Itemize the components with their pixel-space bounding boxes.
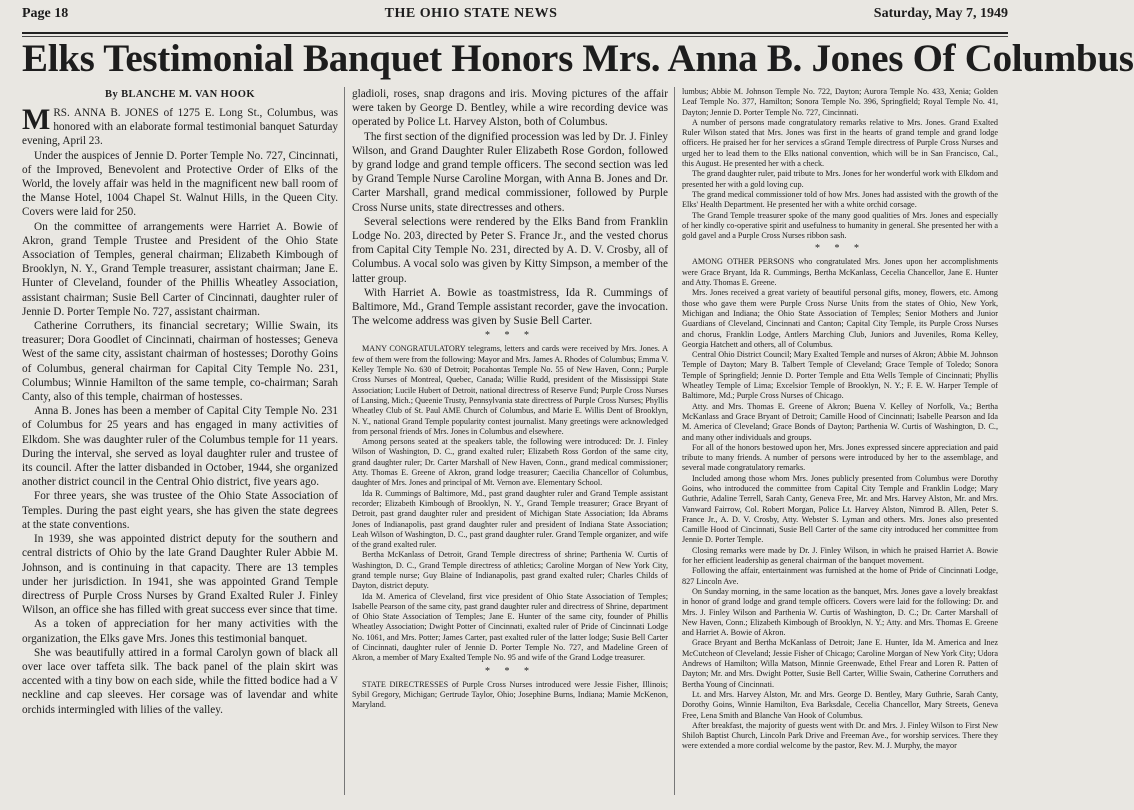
column-1 — [22, 87, 338, 795]
small-paragraph: Central Ohio District Council; Mary Exalted Temple and nurses of Akron; Abbie M. Johnson Temple of Dayton; Mary B. Talbert Temple of Cleveland; Grace Temple of Toledo; Sonora Temple of Springfield; Jennie D. Porter Temple and Etta Wells Temple of Cincinnati; Phyllis Wheatley Temple of Lima; Excelsior Temple of Brooklyn, N. Y.; F. E. W. Harper Temple of Baltimore, Md.; Purple Cross Nurses of Chicago. — [682, 350, 998, 401]
paragraph: On the committee of arrangements were Harriet A. Bowie of Akron, grand Temple Trustee and President of the Ohio State Association of Temples, general chairman; Elizabeth Kimbough of Brooklyn, N. Y., Grand Temple treasurer, assistant chairman; Jane E. Hunter of Cleveland, founder of the Phillis Wheatley Association, assistant chairman; Susie Bell Carter of Cincinnati, daughter ruler of Jennie D. Porter Temple No. 727, assistant chairman. — [22, 220, 338, 318]
small-paragraph: Grace Bryant and Bertha McKanlass of Detroit; Jane E. Hunter, Ida M. America and Inez McCutcheon of Cleveland; Jessie Fisher of Chicago; Caroline Morgan of New York City; Udora Andrews of Hamilton; Willa Matson, Minnie Greenwade, Ethel Frear and Loren R. Patten of Dayton; Mr. and Mrs. Dwight Potter, Susie Bell Carter, Willie Swain, Catherine Corruthers and Bertha Young of Cincinnati. — [682, 638, 998, 689]
paragraph: gladioli, roses, snap dragons and iris. Moving pictures of the affair were taken by George D. Bentley, while a wire recording device was operated by Police Lt. Harvey Alston, both of Columbus. — [352, 88, 668, 129]
newspaper-title: THE OHIO STATE NEWS — [384, 6, 558, 21]
small-paragraph: Mrs. Jones received a great variety of beautiful personal gifts, money, flowers, etc. Among those who gave them were Purple Cross Nurse Units from the states of Ohio, New York, Michigan and Indiana; the Ohio State Association of Temples; Senior Mothers and Junior Guardians of Cleveland, Cincinnati and Canton; Capital City Temple, its Purple Cross Nurses and chorus, Franklin Lodge, Antlers Marching Club, Juniors and Juveniles, Roma Kelley, Georgia Hatchett and others, all of Columbus. — [682, 288, 998, 349]
section-separator: * * * — [485, 330, 535, 342]
lead-text: RS. ANNA B. JONES of 1275 E. Long St., Columbus, was honored with an elaborate formal testimonial banquet Saturday evening, April 23. — [22, 107, 338, 148]
drop-cap: M — [22, 103, 51, 136]
small-paragraph: Closing remarks were made by Dr. J. Finley Wilson, in which he praised Harriet A. Bowie for her efficient leadership as general chairman of the banquet movement. — [682, 545, 998, 566]
small-paragraph: Among persons seated at the speakers table, the following were introduced: Dr. J. Finley Wilson of Washington, D. C., grand exalted ruler; Elizabeth Ross Gordon of the same city, grand daughter ruler; Dr. Carter Marshall of New Haven, Conn., grand medical commissioner; Atty. Thomas E. Greene of Akron, grand lodge treasurer; Caecilia Chancellor of Columbus, daughter of Mrs. Jones and principal of Mt. Vernon ave. Elementary School. — [352, 437, 668, 488]
paragraph: With Harriet A. Bowie as toastmistress, Ida R. Cummings of Baltimore, Md., Grand Temple assistant recorder, gave the invocation. The welcome address was given by Susie Bell Carter. — [352, 286, 668, 328]
small-paragraph: The grand daughter ruler, paid tribute to Mrs. Jones for her wonderful work with Elkdom and presented her with a gold loving cup. — [682, 169, 998, 189]
paragraph: In 1939, she was appointed district deputy for the southern and central districts of Ohio by the late Grand Daughter Ruler Abbie M. Johnson, and is continuing in that capacity. There are 13 temples under her jurisdiction. In 1941, she was appointed Grand Temple directress of Purple Cross Nurses by Grand Exalted Ruler J. Finley Wilson, an office she has filled with great success ever since that time. — [22, 533, 338, 617]
small-paragraph: MANY CONGRATULATORY telegrams, letters and cards were received by Mrs. Jones. A few of them were from the following: Mayor and Mrs. James A. Rhodes of Columbus; Emma V. Kelley Temple No. 630 of Detroit; Pocahontas Temple No. 55 of New Haven, Conn.; Purple Cross Nurses of Montreal, Quebec, Canada; Willie Rudd, president of the Mississippi State Association; Lucile Hubert of Detroit, national directress of Reserve Fund; Purple Cross Nurses of Lansing, Mich.; Queenie Trusty, Pennsylvania state directress of Purple Cross Nurses; Phyllis Wheatley Club of St. Paul AME Church of Columbus, and Marie E. Willis Dent of Brooklyn, N. Y., national Grand Temple popularity contest journalist. Many greetings were acknowledged from personal friends of Mrs. Jones in Columbus and elsewhere. — [352, 344, 669, 436]
small-paragraph: lumbus; Abbie M. Johnson Temple No. 722, Dayton; Aurora Temple No. 433, Xenia; Golden Leaf Temple No. 377, Hamilton; Sonora Temple No. 396, Springfield; Royal Temple No. 41, Dayton; Jennie D. Porter Temple No. 727, Cincinnati. — [682, 87, 998, 117]
small-paragraph: A number of persons made congratulatory remarks relative to Mrs. Jones. Grand Exalted Ruler Wilson stated that Mrs. Jones was first in the hearts of grand temple and grand lodge officers. He praised her for her services a sGrand Temple directress of Purple Cross Nurses and urged her to lead them to the Elks national convention, which will be in San Francisco, Cal., this August. He presented her with a check. — [682, 117, 998, 169]
issue-date: Saturday, May 7, 1949 — [873, 6, 1008, 21]
paragraph: Anna B. Jones has been a member of Capital City Temple No. 231 of Columbus for 25 years and has engaged in many activities of Elkdom. She was daughter ruler of the Columbus temple for 11 years. During the interval, she served as loyal daughter ruler and trustee of its council. After the latter disbanded in October, 1944, she organized another district council in the Central Ohio district, five years ago. — [22, 405, 338, 489]
paragraph: Under the auspices of Jennie D. Porter Temple No. 727, Cincinnati, of the Improved, Benevolent and Protective Order of Elks of the World, the lovely affair was held in the magnificent new ball room of the Manse Hotel, 1004 Chapel St. Walnut Hills, in the Queen City. Covers were laid for 250. — [22, 149, 338, 219]
page-number: Page 18 — [22, 6, 69, 21]
header-rule — [22, 32, 1008, 34]
small-paragraph: Ida R. Cummings of Baltimore, Md., past grand daughter ruler and Grand Temple assistant recorder; Elizabeth Kimbough of Brooklyn, N. Y., Grand Temple treasurer; Grace Bryant of Detroit, past grand daughter ruler and president of Michigan State Association; Ida Abrams Jones of Indianapolis, past grand daughter ruler and president of Indiana State Association; Leah Wilson of Washington, D. C., past grand daughter ruler. Grand Temple organizer, and wife of the grand exalted ruler. — [352, 488, 668, 550]
article-columns — [22, 87, 1008, 795]
paragraph: Several selections were rendered by the Elks Band from Franklin Lodge No. 203, directed by Peter S. France Jr., and the vested chorus from Capital City Temple No. 231, directed by A. D. V. Crosby, all of Columbus. A vocal solo was given by Kitty Simpson, a member of the latter group. — [352, 215, 668, 285]
section-separator: * * * — [815, 243, 865, 255]
section-separator: * * * — [485, 665, 535, 677]
paragraph: For three years, she was trustee of the Ohio State Association of Temples. During the past eight years, she has given the state degrees at the state conventions. — [22, 490, 338, 531]
small-paragraph: AMONG OTHER PERSONS who congratulated Mrs. Jones upon her accomplishments were Grace Bryant, Ida R. Cummings, Bertha McKanlass, Cecelia Chancellor, Jane E. Hunter and Atty. Thomas E. Greene. — [682, 257, 998, 288]
column-2 — [352, 87, 668, 795]
small-paragraph: Lt. and Mrs. Harvey Alston, Mr. and Mrs. George D. Bentley, Mary Guthrie, Sarah Canty, Dorothy Goins, Winnie Hamilton, Eva Barksdale, Cecelia Chancellor, Mary Streets, Geneva Free, Lena Smith and Blanche Van Hook of Columbus. — [682, 689, 998, 720]
small-paragraph: Atty. and Mrs. Thomas E. Greene of Akron; Buena V. Kelley of Norfolk, Va.; Bertha McKanlass and Grace Bryant of Detroit; Camille Hood of Cincinnati; Isabelle Pearson and Ida M. America of Cleveland; Grace Bonds of Dayton; Parthenia W. Curtis of Washington, D. C., and many other individuals and groups. — [682, 401, 998, 442]
running-head — [22, 6, 1008, 30]
small-paragraph: The grand medical commissioner told of how Mrs. Jones had assisted with the growth of the Elks' Health Department. He presented her with a white orchid corsage. — [682, 189, 998, 210]
article-headline: Elks Testimonial Banquet Honors Mrs. Anna B. Jones Of Columbus — [22, 37, 1134, 80]
paragraph: She was beautifully attired in a formal Carolyn gown of black all over lace over taffeta silk. The back panel of the plain skirt was accented with a tiny bow on each side, while the fitted bodice had a V neckline and cap sleeves. Her corsage was of lavendar and white orchids intermingled with lilies of the valley. — [22, 646, 338, 716]
column-3 — [682, 87, 998, 795]
small-paragraph: Ida M. America of Cleveland, first vice president of Ohio State Association of Temples; Isabelle Pearson of the same city, past grand daughter ruler and directress of Shrine, department of Ohio State Association of Temples; Jane E. Hunter of the same city, founder of Phillis Wheatley Association; Dwight Potter of Cincinnati, exalted ruler of Pride of Cincinnati Lodge No. 1061, and Mrs. Potter; James Carter, past exalted ruler of the latter lodge; Susie Bell Carter of Cincinnati, daughter ruler of Jennie D. Porter Temple No. 727, and Madeline Green of Akron, a member of Mary Exalted Temple No. 95 and wife of the Grand Lodge treasurer. — [352, 591, 668, 663]
small-paragraph: Following the affair, entertainment was furnished at the home of Pride of Cincinnati Lodge, 827 Lincoln Ave. — [682, 566, 998, 586]
small-paragraph: For all of the honors bestowed upon her, Mrs. Jones expressed sincere appreciation and paid tribute to many friends. A number of persons were introduced by her to the assemblage, and several made congratulatory remarks. — [682, 442, 998, 473]
small-paragraph: Bertha McKanlass of Detroit, Grand Temple directress of shrine; Parthenia W. Curtis of Washington, D. C., Grand Temple directress of athletics; Caroline Morgan of New York City, grand temple nurse; Guy Blaine of Indianapolis, past grand exalted ruler; Charles Childs of Dayton, district deputy. — [352, 550, 668, 591]
small-paragraph: On Sunday morning, in the same location as the banquet, Mrs. Jones gave a lovely breakfast in honor of grand lodge and grand temple officers. Covers were laid for the following: Dr. and Mrs. J. Finley Wilson and Parthenia W. Curtis of Washington, D. C.; Dr. Carter Marshall of New Haven, Conn.; Elizabeth Kimbough of Brooklyn, N. Y.; Atty. and Mrs. Thomas E. Greene and Harriet A. Bowie of Akron. — [682, 586, 998, 638]
small-paragraph: Included among those whom Mrs. Jones publicly presented from Columbus were Dorothy Goins, who introduced the committee from Capital City Temple and Franklin Lodge; Mary Guthrie, Adaline Terrell, Sarah Canty, Geneva Free, Mr. and Mrs. Harvey Alston, Mr. and Mrs. Vanward Fairrow, Col. Robert Morgan, Police Lt. Harvey Alston, Nimrod B. Allen, Peter S. France Jr., A. D. V. Crosby, Atty. Webster S. Lyman and others. Mrs. Jones also presented Camille Hood of Cincinnati, Susie Bell Carter of the same city introduced her committee from Jennie D. Porter Temple. — [682, 473, 998, 545]
paragraph: The first section of the dignified procession was led by Dr. J. Finley Wilson, and Grand Daughter Ruler Elizabeth Rose Gordon, followed by grand lodge and grand temple officers. The second section was led by Grand Temple Nurse Caroline Morgan, with Anna B. Jones and Dr. Carter Marshall, grand medical commissioner, followed by Purple Cross Nurse units, state directresses and others. — [352, 130, 668, 214]
small-paragraph: The Grand Temple treasurer spoke of the many good qualities of Mrs. Jones and especially of her kindly co-operative spirit and usefulness to humanity in general. She presented her with a gold gavel and a Purple Cross Nurses ribbon sash. — [682, 210, 998, 241]
paragraph: As a token of appreciation for her many activities with the organization, the Elks gave Mrs. Jones this testimonial banquet. — [22, 618, 338, 645]
byline: By BLANCHE M. VAN HOOK — [105, 89, 255, 100]
paragraph: Catherine Corruthers, its financial secretary; Willie Swain, its treasurer; Dora Goodlet of Cincinnati, chairman of hostesses; Geneva West of the same city, assistant chairman of hostesses; Dorothy Goins of Columbus, general chairman for Capital City Temple No. 231, Columbus; Winnie Hamilton of the same temple, co-chairman; Sarah Canty, also of this temple, chairman of hostesses. — [22, 320, 338, 404]
lead-paragraph — [22, 103, 338, 149]
small-paragraph: After breakfast, the majority of guests went with Dr. and Mrs. J. Finley Wilson to First New Shiloh Baptist Church, Lincoln Park Drive and Freeman Ave., for worship services. There they were extended a more cordial welcome by the pastor, Rev. M. J. Murphy, the mayor — [682, 720, 998, 751]
small-paragraph: STATE DIRECTRESSES of Purple Cross Nurses introduced were Jessie Fisher, Illinois; Sybil Gregory, Michigan; Gertrude Taylor, Ohio; Josephine Burns, Indiana; Mamie McKenon, Maryland. — [352, 679, 668, 710]
